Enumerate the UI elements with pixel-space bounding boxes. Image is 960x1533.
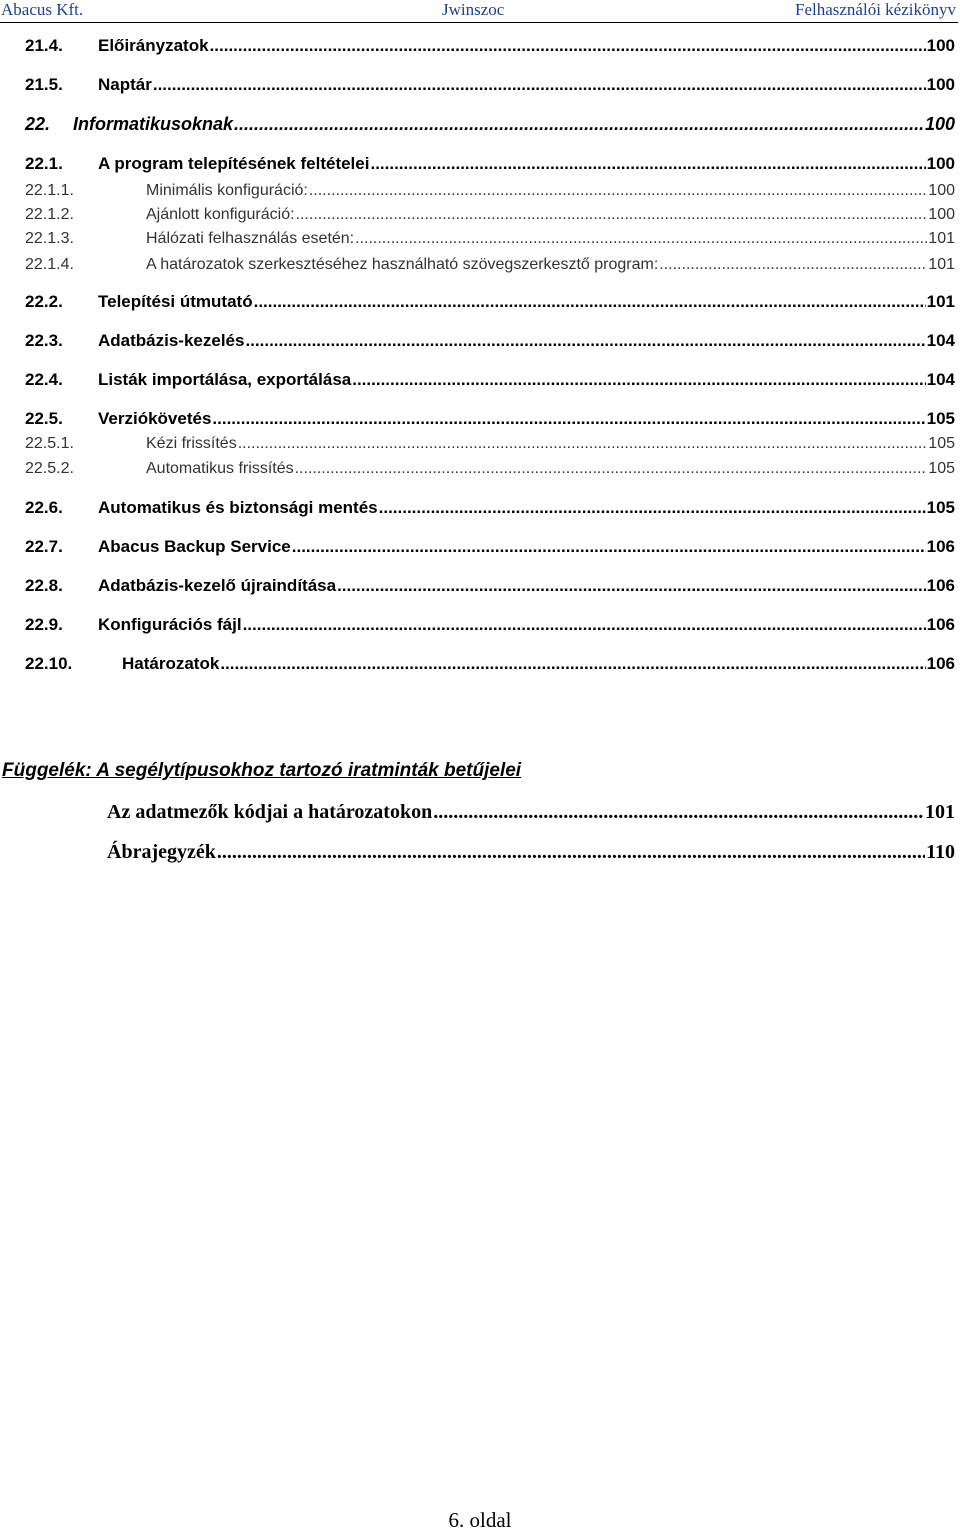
- toc-leader-dots: [355, 230, 927, 248]
- toc-entry-page: 106: [926, 615, 955, 634]
- appendix-heading: Függelék: A segélytípusokhoz tartozó iratminták betűjelei: [2, 760, 522, 781]
- toc-leader-dots: [659, 256, 927, 274]
- toc-leader-dots: [295, 460, 928, 478]
- toc-entry[interactable]: [25, 75, 955, 95]
- toc-entry-title: Kézi frissítés: [146, 435, 237, 452]
- appendix-entry-title: Ábrajegyzék: [107, 841, 216, 863]
- toc-entry[interactable]: [25, 256, 955, 274]
- toc-entry-number: 22.1.: [25, 154, 63, 173]
- toc-entry[interactable]: [25, 182, 955, 200]
- toc-leader-dots: [238, 435, 928, 453]
- toc-entry-page: 100: [926, 154, 955, 173]
- toc-entry-page: 101: [928, 256, 955, 273]
- toc-entry-number: 22.1.1.: [25, 182, 74, 199]
- header-manual-title: Felhasználói kézikönyv: [795, 0, 956, 19]
- toc-entry[interactable]: [25, 576, 955, 596]
- toc-leader-dots: [292, 537, 926, 557]
- toc-leader-dots: [254, 292, 926, 312]
- toc-entry-number: 21.5.: [25, 75, 63, 94]
- toc-entry-title: Konfigurációs fájl: [98, 615, 242, 634]
- appendix-entry[interactable]: [107, 801, 955, 824]
- toc-entry[interactable]: [25, 409, 955, 429]
- toc-entry-number: 22.1.2.: [25, 206, 74, 223]
- toc-entry-title: Előirányzatok: [98, 36, 209, 55]
- toc-leader-dots: [433, 801, 924, 824]
- toc-entry-title: Abacus Backup Service: [98, 537, 291, 556]
- toc-entry-number: 22.1.4.: [25, 256, 74, 273]
- toc-entry-number: 22.2.: [25, 292, 63, 311]
- toc-entry-number: 22.5.1.: [25, 435, 74, 452]
- appendix-entry[interactable]: [107, 841, 955, 864]
- toc-entry-number: 22.10.: [25, 654, 73, 673]
- toc-leader-dots: [212, 409, 925, 429]
- toc-leader-dots: [210, 36, 926, 56]
- toc-entry-page: 106: [926, 654, 955, 673]
- toc-entry-title: Adatbázis-kezelés: [98, 331, 245, 350]
- toc-entry[interactable]: [25, 36, 955, 56]
- toc-entry-number: 22.6.: [25, 498, 63, 517]
- toc-entry[interactable]: [25, 114, 955, 135]
- header-company: Abacus Kft.: [1, 0, 84, 19]
- toc-entry[interactable]: [25, 230, 955, 248]
- toc-leader-dots: [245, 331, 925, 351]
- toc-entry[interactable]: [25, 537, 955, 557]
- toc-leader-dots: [217, 841, 925, 864]
- toc-entry-number: 22.7.: [25, 537, 63, 556]
- toc-entry-title: Telepítési útmutató: [98, 292, 253, 311]
- toc-entry-title: Minimális konfiguráció:: [146, 182, 308, 199]
- toc-entry[interactable]: [25, 370, 955, 390]
- toc-entry-page: 106: [926, 576, 955, 595]
- toc-entry-number: 22.3.: [25, 331, 63, 350]
- toc-entry-title: Automatikus frissítés: [146, 460, 294, 477]
- toc-entry[interactable]: [25, 460, 955, 478]
- toc-entry[interactable]: [25, 292, 955, 312]
- toc-entry-page: 100: [926, 75, 955, 94]
- toc-entry[interactable]: [25, 435, 955, 453]
- toc-entry-number: 22.5.2.: [25, 460, 74, 477]
- toc-entry-page: 105: [926, 498, 955, 517]
- page-number: 6. oldal: [448, 1508, 512, 1532]
- toc-entry[interactable]: [25, 654, 955, 674]
- toc-entry-page: 105: [928, 460, 955, 477]
- toc-entry-page: 105: [928, 435, 955, 452]
- toc-entry-page: 100: [924, 114, 955, 134]
- appendix-entry-page: 110: [926, 841, 955, 863]
- toc-leader-dots: [352, 370, 925, 390]
- toc-entry-number: 22.4.: [25, 370, 63, 389]
- toc-entry[interactable]: [25, 498, 955, 518]
- toc-entry-title: Határozatok: [122, 654, 220, 673]
- toc-entry-number: 22.5.: [25, 409, 63, 428]
- toc-entry-title: A határozatok szerkesztéséhez használható szövegszerkesztő program:: [146, 256, 659, 273]
- toc-entry-title: Verziókövetés: [98, 409, 212, 428]
- toc-entry-title: Adatbázis-kezelő újraindítása: [98, 576, 337, 595]
- toc-leader-dots: [153, 75, 926, 95]
- toc-leader-dots: [296, 206, 928, 224]
- toc-leader-dots: [337, 576, 926, 596]
- toc-entry-page: 106: [926, 537, 955, 556]
- toc-entry-page: 100: [926, 36, 955, 55]
- toc-leader-dots: [370, 154, 925, 174]
- header-product: Jwinszoc: [442, 0, 505, 19]
- toc-entry-number: 22.8.: [25, 576, 63, 595]
- appendix-entry-title: Az adatmezők kódjai a határozatokon: [107, 801, 433, 823]
- toc-entry[interactable]: [25, 154, 955, 174]
- toc-leader-dots: [234, 114, 924, 135]
- toc-entry-number: 21.4.: [25, 36, 63, 55]
- toc-entry-number: 22.9.: [25, 615, 63, 634]
- toc-entry-page: 104: [926, 331, 955, 350]
- toc-entry-page: 104: [926, 370, 955, 389]
- toc-entry[interactable]: [25, 331, 955, 351]
- toc-entry-page: 101: [928, 230, 955, 247]
- toc-entry-page: 100: [928, 182, 955, 199]
- toc-leader-dots: [220, 654, 925, 674]
- toc-entry-title: Informatikusoknak: [73, 114, 234, 134]
- toc-entry-number: 22.: [25, 114, 51, 134]
- toc-entry[interactable]: [25, 615, 955, 635]
- toc-entry-number: 22.1.3.: [25, 230, 74, 247]
- toc-entry-page: 105: [926, 409, 955, 428]
- toc-entry-title: Hálózati felhasználás esetén:: [146, 230, 355, 247]
- toc-entry-title: Ajánlott konfiguráció:: [146, 206, 295, 223]
- toc-entry-page: 101: [926, 292, 955, 311]
- toc-entry-page: 100: [928, 206, 955, 223]
- toc-entry[interactable]: [25, 206, 955, 224]
- toc-leader-dots: [379, 498, 926, 518]
- toc-entry-title: A program telepítésének feltételei: [98, 154, 370, 173]
- toc-leader-dots: [243, 615, 926, 635]
- page-header: [0, 0, 958, 23]
- appendix-entry-page: 101: [925, 801, 955, 823]
- toc-entry-title: Naptár: [98, 75, 152, 94]
- toc-entry-title: Listák importálása, exportálása: [98, 370, 352, 389]
- toc-leader-dots: [309, 182, 927, 200]
- toc-entry-title: Automatikus és biztonsági mentés: [98, 498, 378, 517]
